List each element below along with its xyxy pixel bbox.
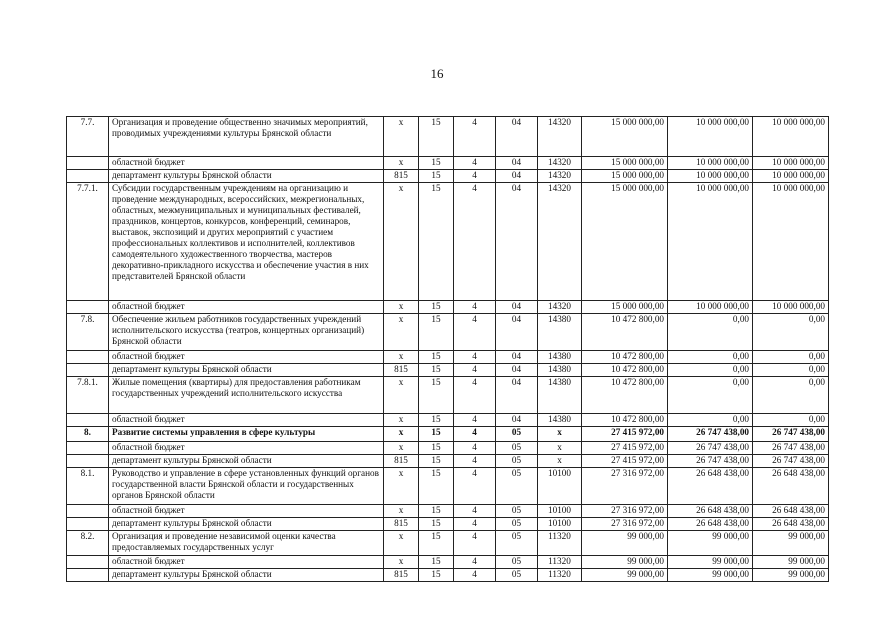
amount-year2-cell: 10 000 000,00 (668, 301, 753, 314)
budget-table (66, 116, 829, 582)
direction-code-cell: х (538, 455, 582, 468)
direction-code-cell: 11320 (538, 531, 582, 556)
description-cell: департамент культуры Брянской области (109, 518, 384, 531)
table-row (67, 442, 829, 455)
program-code-cell: 15 (419, 377, 454, 414)
subprogram-code-cell: 4 (454, 505, 496, 518)
amount-year2-cell: 10 000 000,00 (668, 170, 753, 183)
admin-code-cell: 815 (384, 170, 419, 183)
table-row (67, 455, 829, 468)
event-code-cell: 05 (496, 531, 538, 556)
row-number-cell: 7.7.1. (67, 183, 109, 301)
amount-year1-cell: 99 000,00 (582, 531, 668, 556)
row-number-cell (67, 364, 109, 377)
row-number-cell (67, 442, 109, 455)
row-number-cell (67, 505, 109, 518)
amount-year3-cell: 99 000,00 (753, 556, 829, 569)
admin-code-cell: х (384, 427, 419, 442)
amount-year1-cell: 27 415 972,00 (582, 455, 668, 468)
subprogram-code-cell: 4 (454, 170, 496, 183)
subprogram-code-cell: 4 (454, 364, 496, 377)
amount-year2-cell: 0,00 (668, 351, 753, 364)
row-number-cell (67, 414, 109, 427)
direction-code-cell: 14380 (538, 414, 582, 427)
amount-year1-cell: 27 415 972,00 (582, 427, 668, 442)
amount-year1-cell: 10 472 800,00 (582, 377, 668, 414)
amount-year2-cell: 99 000,00 (668, 556, 753, 569)
admin-code-cell: х (384, 468, 419, 505)
amount-year1-cell: 15 000 000,00 (582, 117, 668, 157)
event-code-cell: 04 (496, 301, 538, 314)
table-row (67, 531, 829, 556)
amount-year2-cell: 10 000 000,00 (668, 117, 753, 157)
event-code-cell: 05 (496, 427, 538, 442)
subprogram-code-cell: 4 (454, 157, 496, 170)
description-cell: областной бюджет (109, 505, 384, 518)
description-cell: областной бюджет (109, 157, 384, 170)
table-row (67, 157, 829, 170)
description-cell: Организация и проведение общественно значимых мероприятий, проводимых учреждениями культуры Брянской области (109, 117, 384, 157)
event-code-cell: 04 (496, 351, 538, 364)
description-cell: департамент культуры Брянской области (109, 569, 384, 582)
direction-code-cell: 14320 (538, 301, 582, 314)
description-cell: Развитие системы управления в сфере культуры (109, 427, 384, 442)
amount-year2-cell: 10 000 000,00 (668, 157, 753, 170)
subprogram-code-cell: 4 (454, 442, 496, 455)
amount-year2-cell: 26 648 438,00 (668, 518, 753, 531)
description-cell: департамент культуры Брянской области (109, 455, 384, 468)
direction-code-cell: 11320 (538, 556, 582, 569)
event-code-cell: 04 (496, 364, 538, 377)
amount-year1-cell: 10 472 800,00 (582, 314, 668, 351)
row-number-cell: 8. (67, 427, 109, 442)
amount-year1-cell: 27 316 972,00 (582, 468, 668, 505)
amount-year1-cell: 99 000,00 (582, 556, 668, 569)
admin-code-cell: х (384, 157, 419, 170)
subprogram-code-cell: 4 (454, 531, 496, 556)
row-number-cell (67, 569, 109, 582)
amount-year3-cell: 99 000,00 (753, 531, 829, 556)
amount-year2-cell: 26 648 438,00 (668, 505, 753, 518)
amount-year2-cell: 99 000,00 (668, 531, 753, 556)
amount-year3-cell: 0,00 (753, 377, 829, 414)
amount-year2-cell: 0,00 (668, 314, 753, 351)
amount-year3-cell: 0,00 (753, 364, 829, 377)
amount-year3-cell: 0,00 (753, 414, 829, 427)
amount-year2-cell: 0,00 (668, 364, 753, 377)
description-cell: Жилые помещения (квартиры) для предоставления работникам государственных учреждений исполнительского искусства (109, 377, 384, 414)
amount-year1-cell: 27 316 972,00 (582, 518, 668, 531)
event-code-cell: 05 (496, 455, 538, 468)
event-code-cell: 04 (496, 314, 538, 351)
direction-code-cell: 14380 (538, 351, 582, 364)
table-row (67, 505, 829, 518)
amount-year1-cell: 99 000,00 (582, 569, 668, 582)
subprogram-code-cell: 4 (454, 301, 496, 314)
admin-code-cell: х (384, 183, 419, 301)
program-code-cell: 15 (419, 157, 454, 170)
admin-code-cell: х (384, 117, 419, 157)
amount-year3-cell: 0,00 (753, 351, 829, 364)
row-number-cell (67, 301, 109, 314)
amount-year3-cell: 26 747 438,00 (753, 427, 829, 442)
table-row (67, 170, 829, 183)
amount-year3-cell: 10 000 000,00 (753, 170, 829, 183)
event-code-cell: 05 (496, 442, 538, 455)
description-cell: Обеспечение жильем работников государственных учреждений исполнительского искусства (театров, концертных организаций) Брянской области (109, 314, 384, 351)
program-code-cell: 15 (419, 505, 454, 518)
description-cell: департамент культуры Брянской области (109, 170, 384, 183)
row-number-cell (67, 556, 109, 569)
description-cell: Субсидии государственным учреждениям на организацию и проведение международных, всероссийских, межрегиональных, областных, межмуниципальных и муниципальных фестивалей, праздников, концертов, конкурсов, конференций, семинаров, выставок, экспозиций и других мероприятий с участием профессиональных коллективов и исполнителей, коллективов самодеятельного художественного творчества, мастеров декоративно-прикладного искусства и обеспечение участия в них представителей Брянской области (109, 183, 384, 301)
amount-year2-cell: 99 000,00 (668, 569, 753, 582)
direction-code-cell: 11320 (538, 569, 582, 582)
event-code-cell: 04 (496, 117, 538, 157)
amount-year3-cell: 26 648 438,00 (753, 518, 829, 531)
amount-year1-cell: 15 000 000,00 (582, 170, 668, 183)
amount-year1-cell: 15 000 000,00 (582, 183, 668, 301)
event-code-cell: 04 (496, 414, 538, 427)
direction-code-cell: х (538, 427, 582, 442)
event-code-cell: 05 (496, 518, 538, 531)
budget-table-body (67, 117, 829, 582)
amount-year2-cell: 10 000 000,00 (668, 183, 753, 301)
description-cell: департамент культуры Брянской области (109, 364, 384, 377)
direction-code-cell: х (538, 442, 582, 455)
row-number-cell (67, 455, 109, 468)
amount-year1-cell: 10 472 800,00 (582, 351, 668, 364)
admin-code-cell: х (384, 531, 419, 556)
direction-code-cell: 10100 (538, 505, 582, 518)
program-code-cell: 15 (419, 442, 454, 455)
admin-code-cell: х (384, 414, 419, 427)
description-cell: областной бюджет (109, 301, 384, 314)
direction-code-cell: 14380 (538, 377, 582, 414)
direction-code-cell: 14320 (538, 117, 582, 157)
event-code-cell: 04 (496, 183, 538, 301)
direction-code-cell: 10100 (538, 518, 582, 531)
event-code-cell: 05 (496, 468, 538, 505)
program-code-cell: 15 (419, 351, 454, 364)
amount-year1-cell: 15 000 000,00 (582, 157, 668, 170)
amount-year3-cell: 26 747 438,00 (753, 442, 829, 455)
row-number-cell (67, 170, 109, 183)
admin-code-cell: 815 (384, 455, 419, 468)
amount-year1-cell: 27 415 972,00 (582, 442, 668, 455)
row-number-cell: 8.1. (67, 468, 109, 505)
table-row (67, 183, 829, 301)
amount-year3-cell: 26 648 438,00 (753, 505, 829, 518)
row-number-cell: 7.8. (67, 314, 109, 351)
row-number-cell: 7.7. (67, 117, 109, 157)
table-row (67, 556, 829, 569)
row-number-cell (67, 518, 109, 531)
amount-year3-cell: 26 648 438,00 (753, 468, 829, 505)
amount-year2-cell: 0,00 (668, 377, 753, 414)
program-code-cell: 15 (419, 556, 454, 569)
direction-code-cell: 14320 (538, 183, 582, 301)
amount-year3-cell: 10 000 000,00 (753, 157, 829, 170)
admin-code-cell: х (384, 556, 419, 569)
description-cell: областной бюджет (109, 351, 384, 364)
event-code-cell: 05 (496, 505, 538, 518)
subprogram-code-cell: 4 (454, 468, 496, 505)
table-row (67, 569, 829, 582)
amount-year2-cell: 26 747 438,00 (668, 455, 753, 468)
program-code-cell: 15 (419, 301, 454, 314)
table-row (67, 301, 829, 314)
admin-code-cell: 815 (384, 364, 419, 377)
amount-year3-cell: 0,00 (753, 314, 829, 351)
admin-code-cell: х (384, 377, 419, 414)
table-row (67, 351, 829, 364)
admin-code-cell: х (384, 301, 419, 314)
subprogram-code-cell: 4 (454, 183, 496, 301)
program-code-cell: 15 (419, 117, 454, 157)
description-cell: областной бюджет (109, 414, 384, 427)
amount-year3-cell: 26 747 438,00 (753, 455, 829, 468)
program-code-cell: 15 (419, 170, 454, 183)
program-code-cell: 15 (419, 364, 454, 377)
amount-year3-cell: 10 000 000,00 (753, 183, 829, 301)
table-row (67, 468, 829, 505)
row-number-cell: 8.2. (67, 531, 109, 556)
subprogram-code-cell: 4 (454, 556, 496, 569)
admin-code-cell: х (384, 351, 419, 364)
amount-year2-cell: 26 747 438,00 (668, 442, 753, 455)
subprogram-code-cell: 4 (454, 314, 496, 351)
amount-year2-cell: 26 747 438,00 (668, 427, 753, 442)
subprogram-code-cell: 4 (454, 427, 496, 442)
amount-year1-cell: 27 316 972,00 (582, 505, 668, 518)
amount-year1-cell: 10 472 800,00 (582, 414, 668, 427)
amount-year3-cell: 10 000 000,00 (753, 117, 829, 157)
table-row (67, 364, 829, 377)
subprogram-code-cell: 4 (454, 569, 496, 582)
program-code-cell: 15 (419, 531, 454, 556)
description-cell: Организация и проведение независимой оценки качества предоставляемых государственных услуг (109, 531, 384, 556)
program-code-cell: 15 (419, 427, 454, 442)
event-code-cell: 05 (496, 556, 538, 569)
description-cell: областной бюджет (109, 556, 384, 569)
direction-code-cell: 14320 (538, 157, 582, 170)
admin-code-cell: х (384, 442, 419, 455)
description-cell: Руководство и управление в сфере установленных функций органов государственной власти Брянской области и государственных органов Брянской области (109, 468, 384, 505)
program-code-cell: 15 (419, 414, 454, 427)
program-code-cell: 15 (419, 314, 454, 351)
row-number-cell (67, 351, 109, 364)
table-row (67, 427, 829, 442)
admin-code-cell: х (384, 314, 419, 351)
program-code-cell: 15 (419, 183, 454, 301)
event-code-cell: 04 (496, 170, 538, 183)
subprogram-code-cell: 4 (454, 351, 496, 364)
page-number: 16 (430, 66, 444, 81)
event-code-cell: 05 (496, 569, 538, 582)
table-row (67, 314, 829, 351)
admin-code-cell: х (384, 505, 419, 518)
program-code-cell: 15 (419, 468, 454, 505)
program-code-cell: 15 (419, 518, 454, 531)
table-row (67, 414, 829, 427)
admin-code-cell: 815 (384, 518, 419, 531)
table-row (67, 117, 829, 157)
table-row (67, 518, 829, 531)
program-code-cell: 15 (419, 569, 454, 582)
subprogram-code-cell: 4 (454, 455, 496, 468)
subprogram-code-cell: 4 (454, 117, 496, 157)
direction-code-cell: 10100 (538, 468, 582, 505)
row-number-cell: 7.8.1. (67, 377, 109, 414)
program-code-cell: 15 (419, 455, 454, 468)
amount-year2-cell: 0,00 (668, 414, 753, 427)
event-code-cell: 04 (496, 377, 538, 414)
amount-year2-cell: 26 648 438,00 (668, 468, 753, 505)
subprogram-code-cell: 4 (454, 518, 496, 531)
amount-year3-cell: 99 000,00 (753, 569, 829, 582)
direction-code-cell: 14380 (538, 364, 582, 377)
direction-code-cell: 14380 (538, 314, 582, 351)
amount-year1-cell: 15 000 000,00 (582, 301, 668, 314)
direction-code-cell: 14320 (538, 170, 582, 183)
row-number-cell (67, 157, 109, 170)
subprogram-code-cell: 4 (454, 414, 496, 427)
amount-year3-cell: 10 000 000,00 (753, 301, 829, 314)
subprogram-code-cell: 4 (454, 377, 496, 414)
amount-year1-cell: 10 472 800,00 (582, 364, 668, 377)
admin-code-cell: 815 (384, 569, 419, 582)
event-code-cell: 04 (496, 157, 538, 170)
description-cell: областной бюджет (109, 442, 384, 455)
table-row (67, 377, 829, 414)
